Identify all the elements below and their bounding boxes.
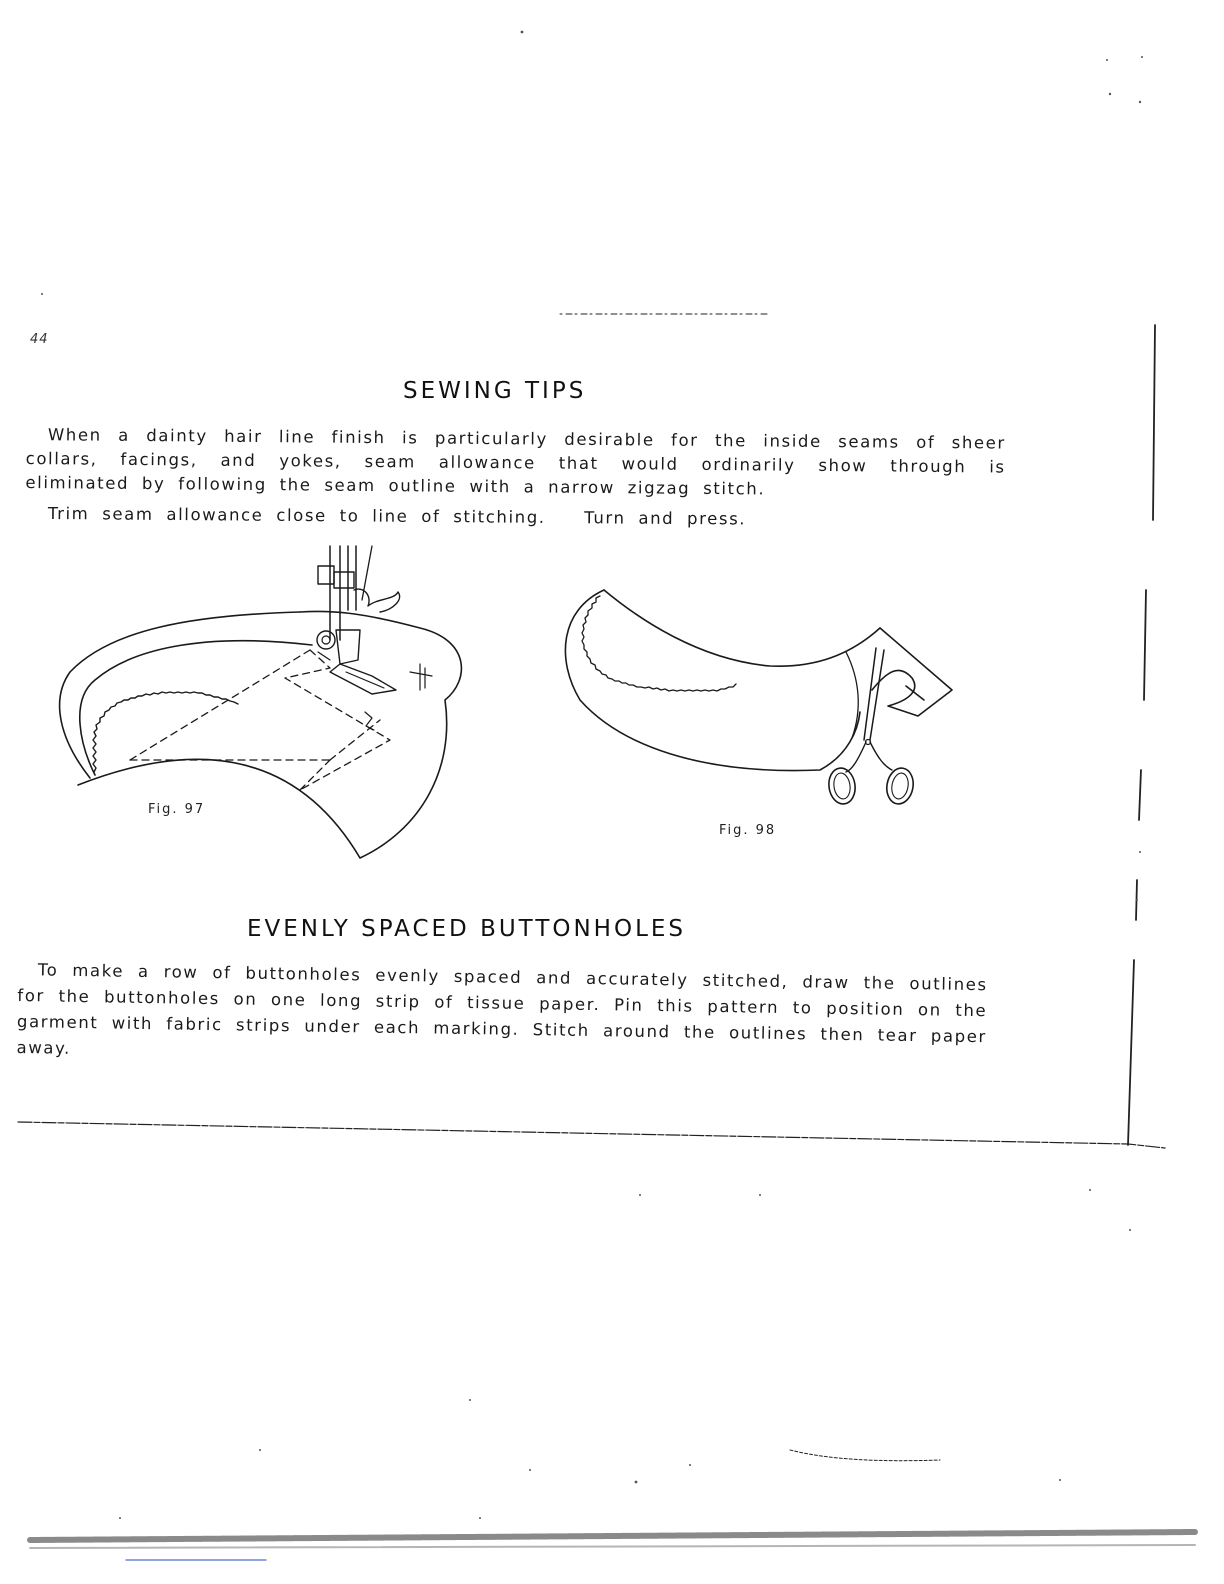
- figure-97-caption: Fig. 97: [148, 802, 206, 817]
- paragraph-sewing-tips-2: Trim seam allowance close to line of stitching. Turn and press.: [47, 503, 747, 529]
- page-number: 44: [30, 332, 49, 347]
- figure-98-caption: Fig. 98: [719, 823, 777, 838]
- scan-specks: [41, 31, 1143, 1519]
- figure-97-illustration: [60, 546, 462, 858]
- figure-98-illustration: [565, 590, 952, 806]
- paragraph-buttonholes: To make a row of buttonholes evenly spaced and accurately stitched, draw the outlines for the buttonholes on one long strip of tissue paper. Pin this pattern to position on the garment with fabric strips under each marking. Stitch around the outlines then tear paper away.: [16, 960, 988, 1058]
- section-heading-sewing-tips: SEWING TIPS: [403, 378, 587, 404]
- paragraph-sewing-tips-1: When a dainty hair line finish is particularly desirable for the inside seams of sheer collars, facings, and yokes, seam allowance that would ordinarily show through is eliminated by following the seam outline with a narrow zigzag stitch.: [25, 425, 1006, 499]
- section-heading-evenly-spaced-buttonholes: EVENLY SPACED BUTTONHOLES: [247, 916, 687, 942]
